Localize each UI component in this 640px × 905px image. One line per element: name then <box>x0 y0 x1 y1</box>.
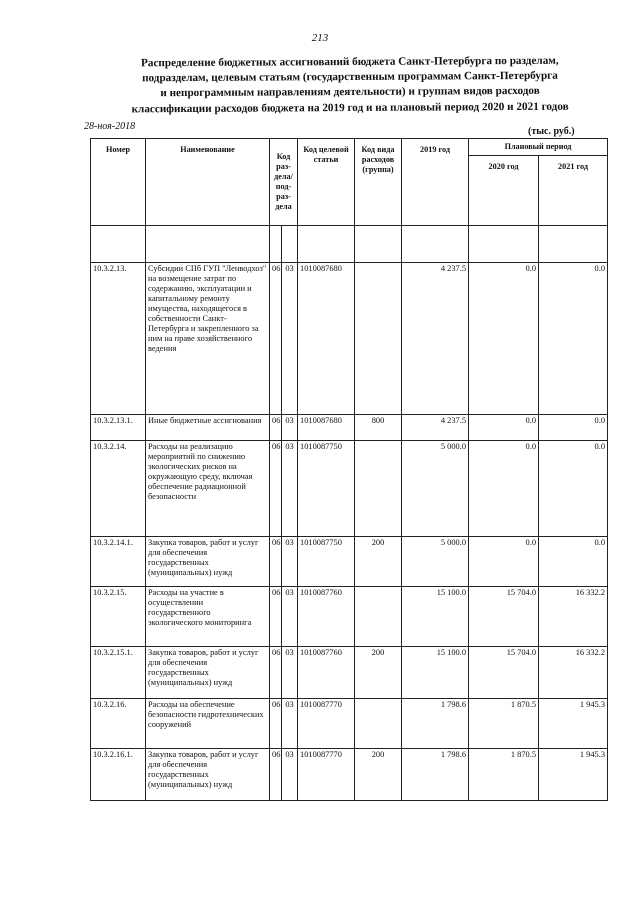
cell-subsection: 03 <box>282 587 298 647</box>
cell-name: Закупка товаров, работ и услуг для обеспечения государственных (муниципальных) нужд <box>146 537 270 587</box>
cell-target: 1010087760 <box>298 587 355 647</box>
cell-name: Иные бюджетные ассигнования <box>146 415 270 441</box>
cell-vid: 200 <box>355 647 402 699</box>
document-title <box>100 53 600 117</box>
cell-target: 1010087750 <box>298 441 355 537</box>
cell-2021: 16 332.2 <box>539 647 608 699</box>
cell-section: 06 <box>270 749 282 801</box>
cell-vid <box>355 699 402 749</box>
cell-name: Закупка товаров, работ и услуг для обеспечения государственных (муниципальных) нужд <box>146 647 270 699</box>
cell-2021: 1 945.3 <box>539 699 608 749</box>
spacer-row <box>91 226 608 263</box>
table-row <box>91 441 608 537</box>
cell-number: 10.3.2.14.1. <box>91 537 146 587</box>
cell-number: 10.3.2.13.1. <box>91 415 146 441</box>
header-2020: 2020 год <box>469 156 539 226</box>
cell-number: 10.3.2.14. <box>91 441 146 537</box>
cell-name: Закупка товаров, работ и услуг для обеспечения государственных (муниципальных) нужд <box>146 749 270 801</box>
cell-subsection: 03 <box>282 441 298 537</box>
header-number: Номер <box>91 139 146 226</box>
cell-name: Расходы на реализацию мероприятий по снижению экологических рисков на окружающую среду, включая обеспечение радиационной безопасности <box>146 441 270 537</box>
cell-subsection: 03 <box>282 415 298 441</box>
cell-vid <box>355 587 402 647</box>
cell-2021: 1 945.3 <box>539 749 608 801</box>
cell-2021: 0.0 <box>539 441 608 537</box>
cell-2021: 0.0 <box>539 537 608 587</box>
cell-section: 06 <box>270 415 282 441</box>
table-row <box>91 647 608 699</box>
cell-target: 1010087760 <box>298 647 355 699</box>
header-planned: Плановый период <box>469 139 608 156</box>
cell-2020: 0.0 <box>469 263 539 415</box>
cell-section: 06 <box>270 263 282 415</box>
title-line: классификации расходов бюджета на 2019 год и на плановый период 2020 и 2021 годов <box>131 100 569 115</box>
cell-2021: 0.0 <box>539 415 608 441</box>
header-2019: 2019 год <box>402 139 469 226</box>
cell-2020: 0.0 <box>469 537 539 587</box>
cell-2020: 15 704.0 <box>469 587 539 647</box>
cell-vid <box>355 441 402 537</box>
cell-2020: 0.0 <box>469 415 539 441</box>
cell-number: 10.3.2.13. <box>91 263 146 415</box>
cell-number: 10.3.2.16. <box>91 699 146 749</box>
table-row <box>91 537 608 587</box>
cell-section: 06 <box>270 441 282 537</box>
cell-target: 1010087770 <box>298 699 355 749</box>
header-name: Наименование <box>146 139 270 226</box>
table-row <box>91 263 608 415</box>
title-line: подразделам, целевым статьям (государственным программам Санкт-Петербурга <box>142 69 558 85</box>
units-label: (тыс. руб.) <box>528 126 575 137</box>
table-row <box>91 415 608 441</box>
cell-target: 1010087770 <box>298 749 355 801</box>
cell-2020: 1 870.5 <box>469 699 539 749</box>
header-razdel: Код раз- дела/ под- раз- дела <box>270 139 298 226</box>
cell-number: 10.3.2.16.1. <box>91 749 146 801</box>
cell-vid: 200 <box>355 749 402 801</box>
cell-number: 10.3.2.15. <box>91 587 146 647</box>
cell-section: 06 <box>270 647 282 699</box>
cell-2021: 16 332.2 <box>539 587 608 647</box>
cell-2020: 1 870.5 <box>469 749 539 801</box>
cell-2019: 4 237.5 <box>402 263 469 415</box>
cell-vid <box>355 263 402 415</box>
table-row <box>91 699 608 749</box>
cell-name: Субсидии СПб ГУП "Ленводхоз" на возмещение затрат по содержанию, эксплуатации и капитальному ремонту имущества, находящегося в собственности Санкт-Петербурга и закрепленного за ним на праве хозяйственного ведения <box>146 263 270 415</box>
cell-target: 1010087680 <box>298 263 355 415</box>
page-number: 213 <box>311 32 329 44</box>
header-target: Код целевой статьи <box>298 139 355 226</box>
cell-section: 06 <box>270 587 282 647</box>
cell-name: Расходы на обеспечение безопасности гидротехнических сооружений <box>146 699 270 749</box>
cell-2019: 5 000.0 <box>402 537 469 587</box>
header-2021: 2021 год <box>539 156 608 226</box>
cell-vid: 800 <box>355 415 402 441</box>
cell-number: 10.3.2.15.1. <box>91 647 146 699</box>
cell-section: 06 <box>270 699 282 749</box>
table-row <box>91 749 608 801</box>
cell-2020: 15 704.0 <box>469 647 539 699</box>
cell-2019: 1 798.6 <box>402 749 469 801</box>
table-row <box>91 587 608 647</box>
cell-name: Расходы на участие в осуществлении государственного экологического мониторинга <box>146 587 270 647</box>
cell-2019: 4 237.5 <box>402 415 469 441</box>
cell-target: 1010087680 <box>298 415 355 441</box>
cell-2019: 1 798.6 <box>402 699 469 749</box>
cell-2019: 15 100.0 <box>402 647 469 699</box>
header-row <box>91 139 608 156</box>
title-line: Распределение бюджетных ассигнований бюджета Санкт-Петербурга по разделам, <box>140 54 559 70</box>
cell-subsection: 03 <box>282 537 298 587</box>
cell-2020: 0.0 <box>469 441 539 537</box>
budget-table <box>90 138 608 801</box>
title-line: и непрограммным направлениям деятельности) и группам видов расходов <box>160 85 540 100</box>
document-date: 28-ноя-2018 <box>84 121 136 132</box>
cell-subsection: 03 <box>282 647 298 699</box>
cell-2019: 5 000.0 <box>402 441 469 537</box>
cell-subsection: 03 <box>282 699 298 749</box>
cell-target: 1010087750 <box>298 537 355 587</box>
cell-2019: 15 100.0 <box>402 587 469 647</box>
cell-vid: 200 <box>355 537 402 587</box>
cell-2021: 0.0 <box>539 263 608 415</box>
cell-subsection: 03 <box>282 263 298 415</box>
cell-section: 06 <box>270 537 282 587</box>
cell-subsection: 03 <box>282 749 298 801</box>
header-vid: Код вида расходов (группа) <box>355 139 402 226</box>
